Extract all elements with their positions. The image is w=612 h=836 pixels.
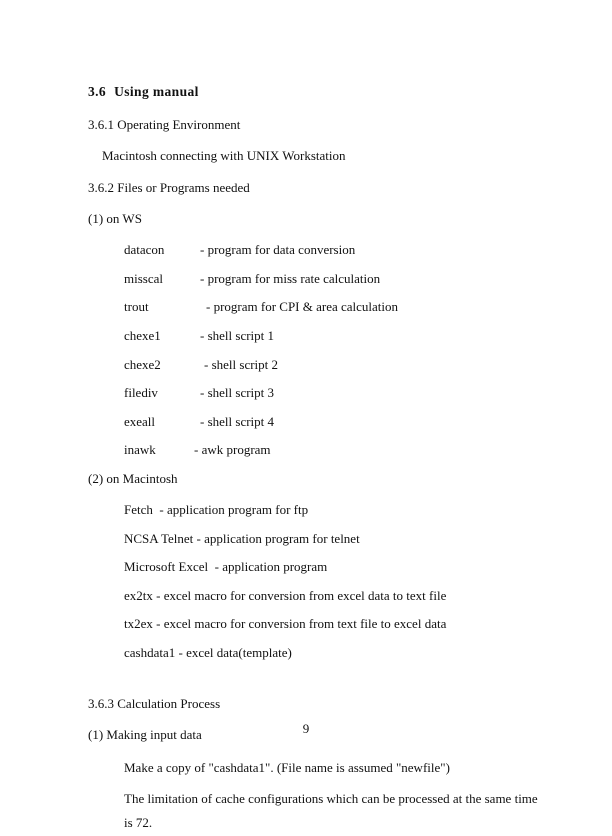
list-item: [88, 271, 540, 287]
list-item: [88, 588, 540, 604]
file-name: chexe1: [124, 328, 161, 344]
list-item: [88, 645, 540, 661]
file-desc: - shell script 2: [204, 356, 279, 372]
file-desc: - shell script 4: [200, 413, 275, 429]
file-name: trout: [124, 299, 149, 315]
file-desc: - program for CPI & area calculation: [206, 299, 399, 315]
file-desc: - excel data(template): [178, 644, 292, 660]
file-name: Fetch: [124, 502, 153, 517]
list-item: [88, 531, 540, 547]
file-name: misscal: [124, 270, 163, 286]
file-desc: - application program: [214, 559, 328, 575]
file-name: ex2tx: [124, 587, 153, 603]
file-name: cashdata1: [124, 644, 176, 660]
file-desc: - shell script 3: [200, 385, 275, 401]
file-desc: - awk program: [194, 442, 271, 458]
spacer: [88, 674, 540, 696]
list-item: [88, 442, 540, 458]
operating-environment-text: Macintosh connecting with UNIX Workstation: [102, 148, 346, 163]
list-item: [88, 502, 540, 518]
section-heading: [88, 84, 540, 100]
file-name: tx2ex: [124, 616, 153, 632]
file-name: chexe2: [124, 356, 161, 372]
file-desc: - excel macro for conversion from text file to excel data: [156, 616, 447, 632]
list-item: [88, 414, 540, 430]
file-desc: - shell script 1: [200, 328, 275, 344]
file-desc: - application program for telnet: [196, 530, 360, 546]
group-ws-label: (1) on WS: [88, 211, 142, 227]
list-item: [88, 616, 540, 632]
file-name: datacon: [124, 242, 165, 258]
file-name: inawk: [124, 442, 156, 458]
section-title-text: Using manual: [114, 84, 199, 99]
subsection-3-6-1-heading: 3.6.1 Operating Environment: [88, 117, 241, 132]
step-1-instruction: Make a copy of "cashdata1". (File name is assumed "newfile"): [124, 759, 450, 775]
file-desc: - application program for ftp: [159, 502, 309, 517]
file-name: filediv: [124, 385, 158, 401]
list-item: [88, 328, 540, 344]
file-desc: - program for miss rate calculation: [200, 270, 381, 286]
group-mac-label: (2) on Macintosh: [88, 471, 178, 486]
list-item: [88, 357, 540, 373]
file-name: exeall: [124, 413, 156, 429]
subsection-3-6-3-heading: 3.6.3 Calculation Process: [88, 695, 221, 711]
section-number: 3.6: [88, 84, 107, 99]
list-item: [88, 385, 540, 401]
ws-file-list: [88, 242, 540, 458]
file-desc: - program for data conversion: [200, 242, 356, 258]
file-name: Microsoft Excel: [124, 559, 209, 575]
mac-file-list: [88, 502, 540, 661]
list-item: [88, 559, 540, 575]
page-number: 9: [302, 721, 310, 736]
file-name: NCSA Telnet: [124, 530, 194, 546]
file-desc: - excel macro for conversion from excel data to text file: [156, 587, 447, 603]
list-item: [88, 299, 540, 315]
step-1-limitation: The limitation of cache configurations which can be processed at the same time is 72.: [124, 790, 538, 831]
subsection-3-6-2-heading: 3.6.2 Files or Programs needed: [88, 180, 250, 196]
step-1-label: (1) Making input data: [88, 726, 202, 742]
list-item: [88, 242, 540, 258]
